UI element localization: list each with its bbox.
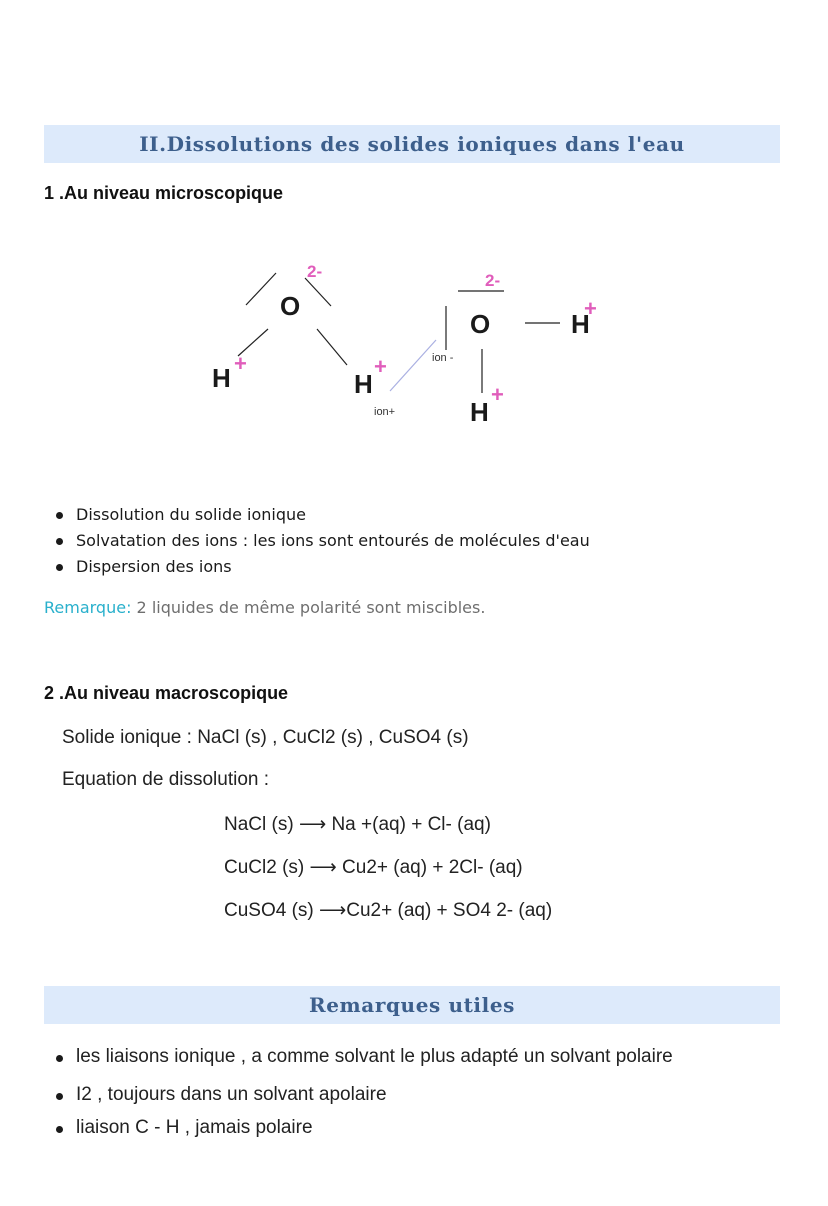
charge-oxygen-left: 2- <box>307 262 323 281</box>
bond-line <box>246 273 276 305</box>
remark-text: 2 liquides de même polarité sont miscibles. <box>131 598 486 617</box>
diagram-svg <box>190 250 630 440</box>
remarks-title: Remarques utiles <box>308 993 516 1017</box>
equation-cuso4: CuSO4 (s) ⟶Cu2+ (aq) + SO4 2- (aq) <box>224 900 553 921</box>
list-item: liaison C - H , jamais polaire <box>44 1115 673 1141</box>
remark-note <box>44 598 485 617</box>
list-item: les liaisons ionique , a comme solvant le plus adapté un solvant polaire <box>44 1044 673 1070</box>
list-item: Dispersion des ions <box>44 556 590 582</box>
heading-microscopic: 1 .Au niveau microscopique <box>44 183 284 203</box>
ionic-solids-line: Solide ionique : NaCl (s) , CuCl2 (s) , CuSO4 (s) <box>62 727 469 748</box>
label-ion-minus: ion - <box>432 352 454 364</box>
interaction-line <box>390 340 436 391</box>
list-item: Solvatation des ions : les ions sont entourés de molécules d'eau <box>44 530 590 556</box>
list-item: I2 , toujours dans un solvant apolaire <box>44 1082 673 1108</box>
atom-hydrogen-bottom: H <box>470 397 489 427</box>
atom-oxygen-left: O <box>280 291 301 321</box>
remarks-title-banner <box>44 986 780 1024</box>
atom-hydrogen-middle: H <box>354 369 373 399</box>
bond-line <box>317 329 347 365</box>
equation-cucl2: CuCl2 (s) ⟶ Cu2+ (aq) + 2Cl- (aq) <box>224 857 523 878</box>
section-title: II.Dissolutions des solides ioniques dans l'eau <box>139 132 685 156</box>
equation-label: Equation de dissolution : <box>62 769 270 790</box>
charge-hydrogen-bottom: + <box>491 382 504 407</box>
equation-nacl: NaCl (s) ⟶ Na +(aq) + Cl- (aq) <box>224 814 491 835</box>
bond-line <box>305 278 331 306</box>
atom-oxygen-right: O <box>470 309 491 339</box>
atom-hydrogen-right: H <box>571 309 590 339</box>
label-ion-plus: ion+ <box>374 406 396 418</box>
charge-hydrogen-right: + <box>584 296 597 321</box>
micro-bullet-list <box>44 504 590 582</box>
charge-hydrogen-middle: + <box>374 354 387 379</box>
charge-oxygen-right: 2- <box>485 271 501 290</box>
heading-macroscopic: 2 .Au niveau macroscopique <box>44 683 289 703</box>
section-title-banner <box>44 125 780 163</box>
list-item: Dissolution du solide ionique <box>44 504 590 530</box>
charge-hydrogen-left: + <box>234 351 247 376</box>
water-molecules-diagram <box>190 250 630 440</box>
remark-label: Remarque: <box>44 598 132 617</box>
remarks-bullet-list <box>44 1044 673 1141</box>
atom-hydrogen-left: H <box>212 363 231 393</box>
